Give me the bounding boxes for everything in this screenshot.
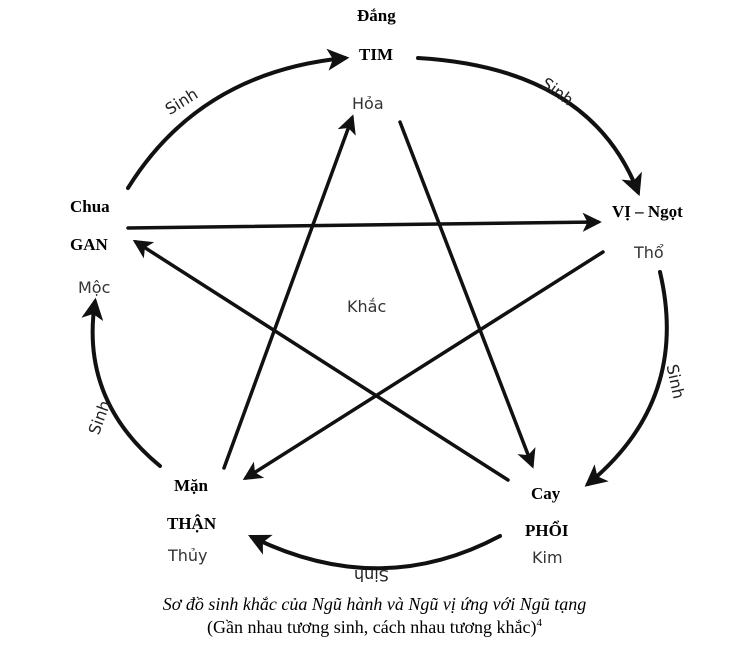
element-label-hoa: Hỏa [352,94,384,113]
arrow-tho-to-kim [588,272,667,484]
taste-label-hoa: Đắng [357,6,396,25]
khac-center-label: Khắc [347,297,387,316]
element-label-thuy: Thủy [168,546,208,565]
arrow-tho-to-thuy [246,252,603,478]
sinh-label-top-right: Sinh [537,73,578,110]
arrow-moc-to-hoa [128,58,345,188]
sinh-label-top-left: Sinh [161,84,202,119]
organ-label-hoa: TIM [359,45,393,64]
element-label-moc: Mộc [78,278,111,297]
caption-line-2 [0,617,749,638]
element-label-tho: Thổ [634,243,664,262]
sinh-label-right: Sinh [662,362,689,401]
arrow-moc-to-tho [128,222,598,228]
arrow-hoa-to-kim [400,122,532,465]
arrow-thuy-to-hoa [224,118,352,468]
caption-footnote: 4 [536,617,542,629]
organ-label-moc: GAN [70,235,108,254]
organ-label-thuy: THẬN [167,514,217,533]
sinh-label-left: Sinh [84,397,115,438]
arrow-hoa-to-tho [418,58,638,192]
caption-line-2-text: (Gần nhau tương sinh, cách nhau tương khắc) [207,617,537,637]
taste-label-tho: VỊ – Ngọt [612,202,683,221]
sinh-label-bottom: Sinh [354,566,389,585]
taste-label-kim: Cay [531,484,561,503]
caption-line-1: Sơ đồ sinh khắc của Ngũ hành và Ngũ vị ứng với Ngũ tạng [162,594,587,614]
organ-label-kim: PHỔI [525,521,569,540]
arrow-kim-to-thuy [252,536,500,568]
taste-label-moc: Chua [70,197,110,216]
taste-label-thuy: Mặn [174,476,208,495]
arrow-kim-to-moc [136,242,508,480]
arrow-thuy-to-moc [93,302,160,466]
element-label-kim: Kim [532,548,563,567]
